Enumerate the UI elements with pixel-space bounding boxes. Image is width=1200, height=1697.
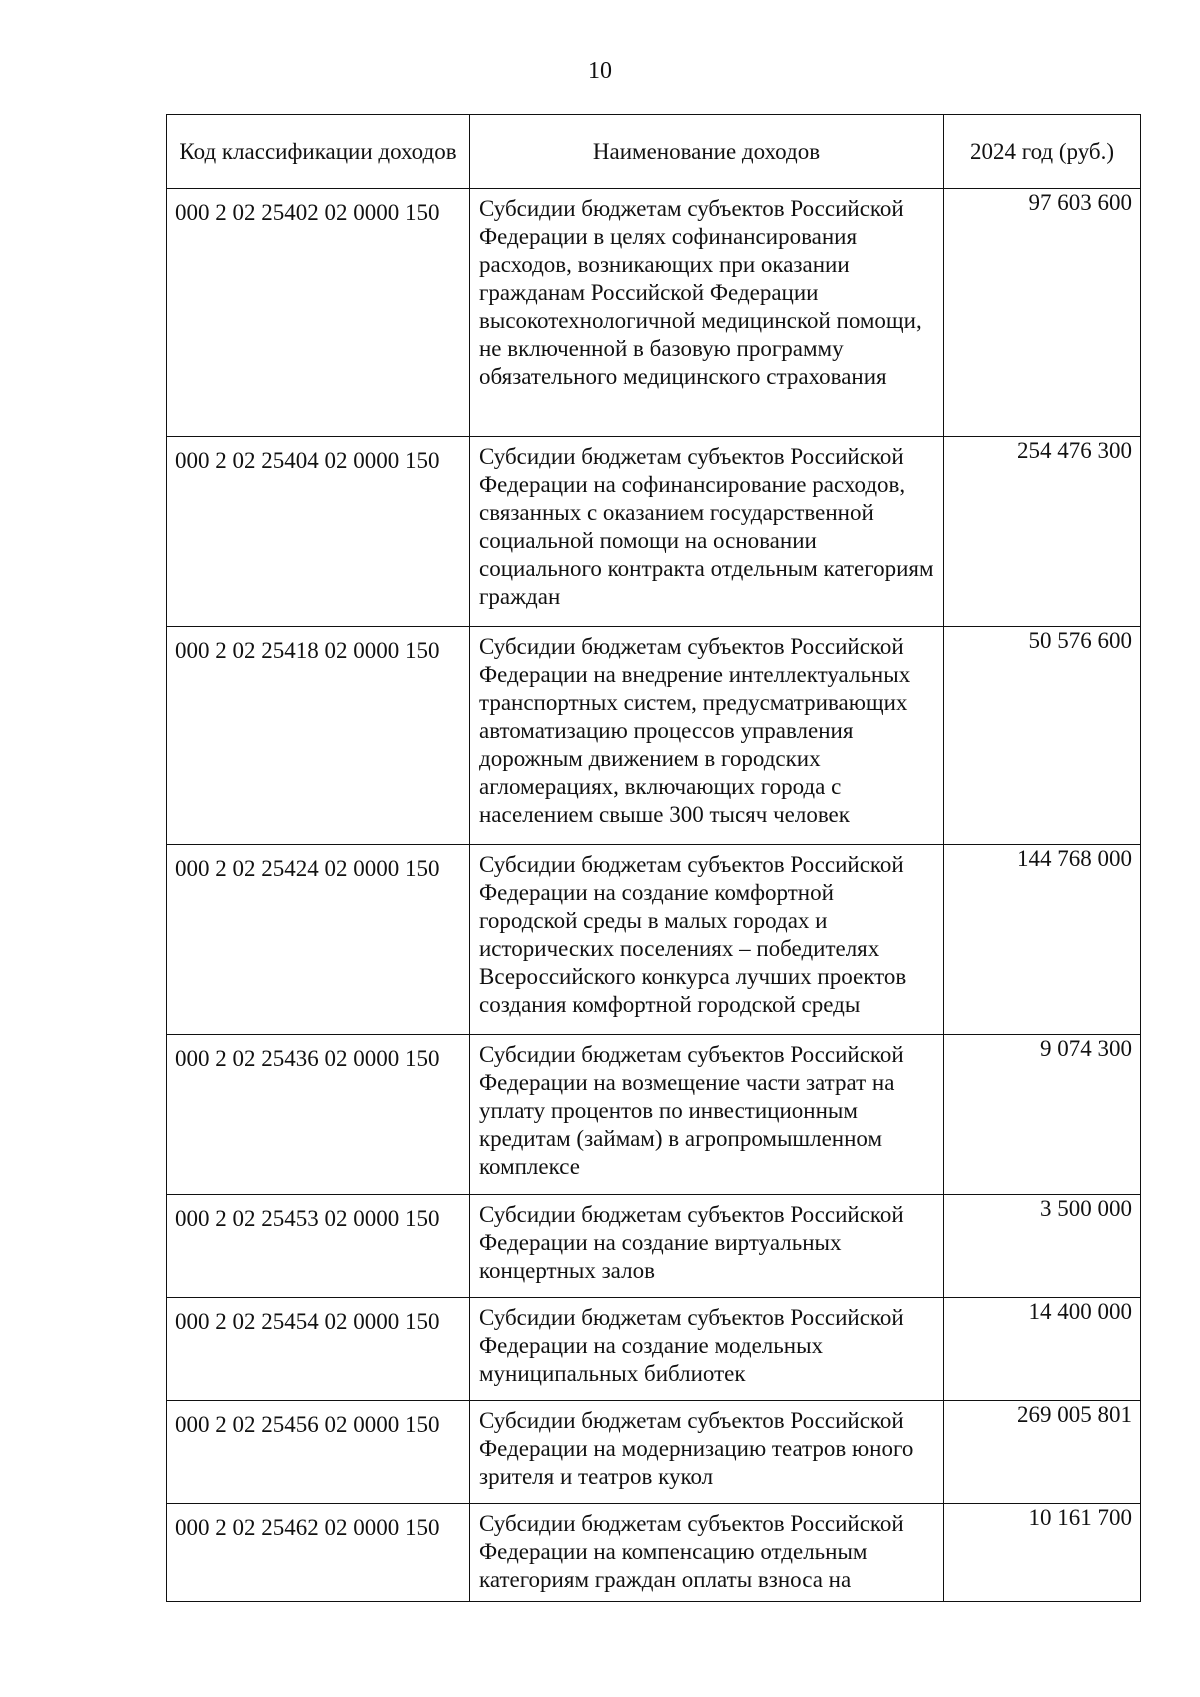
income-name: Субсидии бюджетам субъектов Российской Федерации в целях софинансирования расходов, возникающих при оказании гражданам Российской Федерации высокотехнологичной медицинской помощи, не включенной в базовую программу обязательного медицинского страхования: [470, 189, 944, 437]
income-amount: 50 576 600: [944, 627, 1141, 845]
income-code: 000 2 02 25454 02 0000 150: [167, 1298, 470, 1401]
income-name: Субсидии бюджетам субъектов Российской Федерации на компенсацию отдельным категориям граждан оплаты взноса на: [470, 1504, 944, 1602]
income-code: 000 2 02 25418 02 0000 150: [167, 627, 470, 845]
income-name: Субсидии бюджетам субъектов Российской Федерации на создание модельных муниципальных библиотек: [470, 1298, 944, 1401]
income-amount: 269 005 801: [944, 1401, 1141, 1504]
income-amount: 254 476 300: [944, 437, 1141, 627]
income-code: 000 2 02 25436 02 0000 150: [167, 1035, 470, 1195]
header-name: Наименование доходов: [470, 115, 944, 189]
income-amount: 10 161 700: [944, 1504, 1141, 1602]
income-name: Субсидии бюджетам субъектов Российской Федерации на софинансирование расходов, связанных с оказанием государственной социальной помощи на основании социального контракта отдельным категориям граждан: [470, 437, 944, 627]
table-row: [167, 1298, 1141, 1401]
income-name: Субсидии бюджетам субъектов Российской Федерации на модернизацию театров юного зрителя и театров кукол: [470, 1401, 944, 1504]
header-amount: 2024 год (руб.): [944, 115, 1141, 189]
income-code: 000 2 02 25462 02 0000 150: [167, 1504, 470, 1602]
revenue-table: [166, 114, 1141, 1602]
table-row: [167, 1035, 1141, 1195]
table-row: [167, 189, 1141, 437]
income-name: Субсидии бюджетам субъектов Российской Федерации на внедрение интеллектуальных транспортных систем, предусматривающих автоматизацию процессов управления дорожным движением в городских агломерациях, включающих города с населением свыше 300 тысяч человек: [470, 627, 944, 845]
table-header-row: [167, 115, 1141, 189]
income-name: Субсидии бюджетам субъектов Российской Федерации на создание комфортной городской среды в малых городах и исторических поселениях – победителях Всероссийского конкурса лучших проектов создания комфортной городской среды: [470, 845, 944, 1035]
income-code: 000 2 02 25456 02 0000 150: [167, 1401, 470, 1504]
table-row: [167, 1504, 1141, 1602]
table-row: [167, 845, 1141, 1035]
income-amount: 14 400 000: [944, 1298, 1141, 1401]
income-code: 000 2 02 25424 02 0000 150: [167, 845, 470, 1035]
table-row: [167, 1401, 1141, 1504]
table-row: [167, 627, 1141, 845]
income-code: 000 2 02 25453 02 0000 150: [167, 1195, 470, 1298]
income-name: Субсидии бюджетам субъектов Российской Федерации на возмещение части затрат на уплату процентов по инвестиционным кредитам (займам) в агропромышленном комплексе: [470, 1035, 944, 1195]
header-code: Код классификации доходов: [167, 115, 470, 189]
page-number: 10: [588, 58, 612, 84]
income-amount: 144 768 000: [944, 845, 1141, 1035]
table-row: [167, 437, 1141, 627]
income-code: 000 2 02 25404 02 0000 150: [167, 437, 470, 627]
income-code: 000 2 02 25402 02 0000 150: [167, 189, 470, 437]
income-amount: 9 074 300: [944, 1035, 1141, 1195]
income-name: Субсидии бюджетам субъектов Российской Федерации на создание виртуальных концертных залов: [470, 1195, 944, 1298]
table-row: [167, 1195, 1141, 1298]
income-amount: 97 603 600: [944, 189, 1141, 437]
income-amount: 3 500 000: [944, 1195, 1141, 1298]
